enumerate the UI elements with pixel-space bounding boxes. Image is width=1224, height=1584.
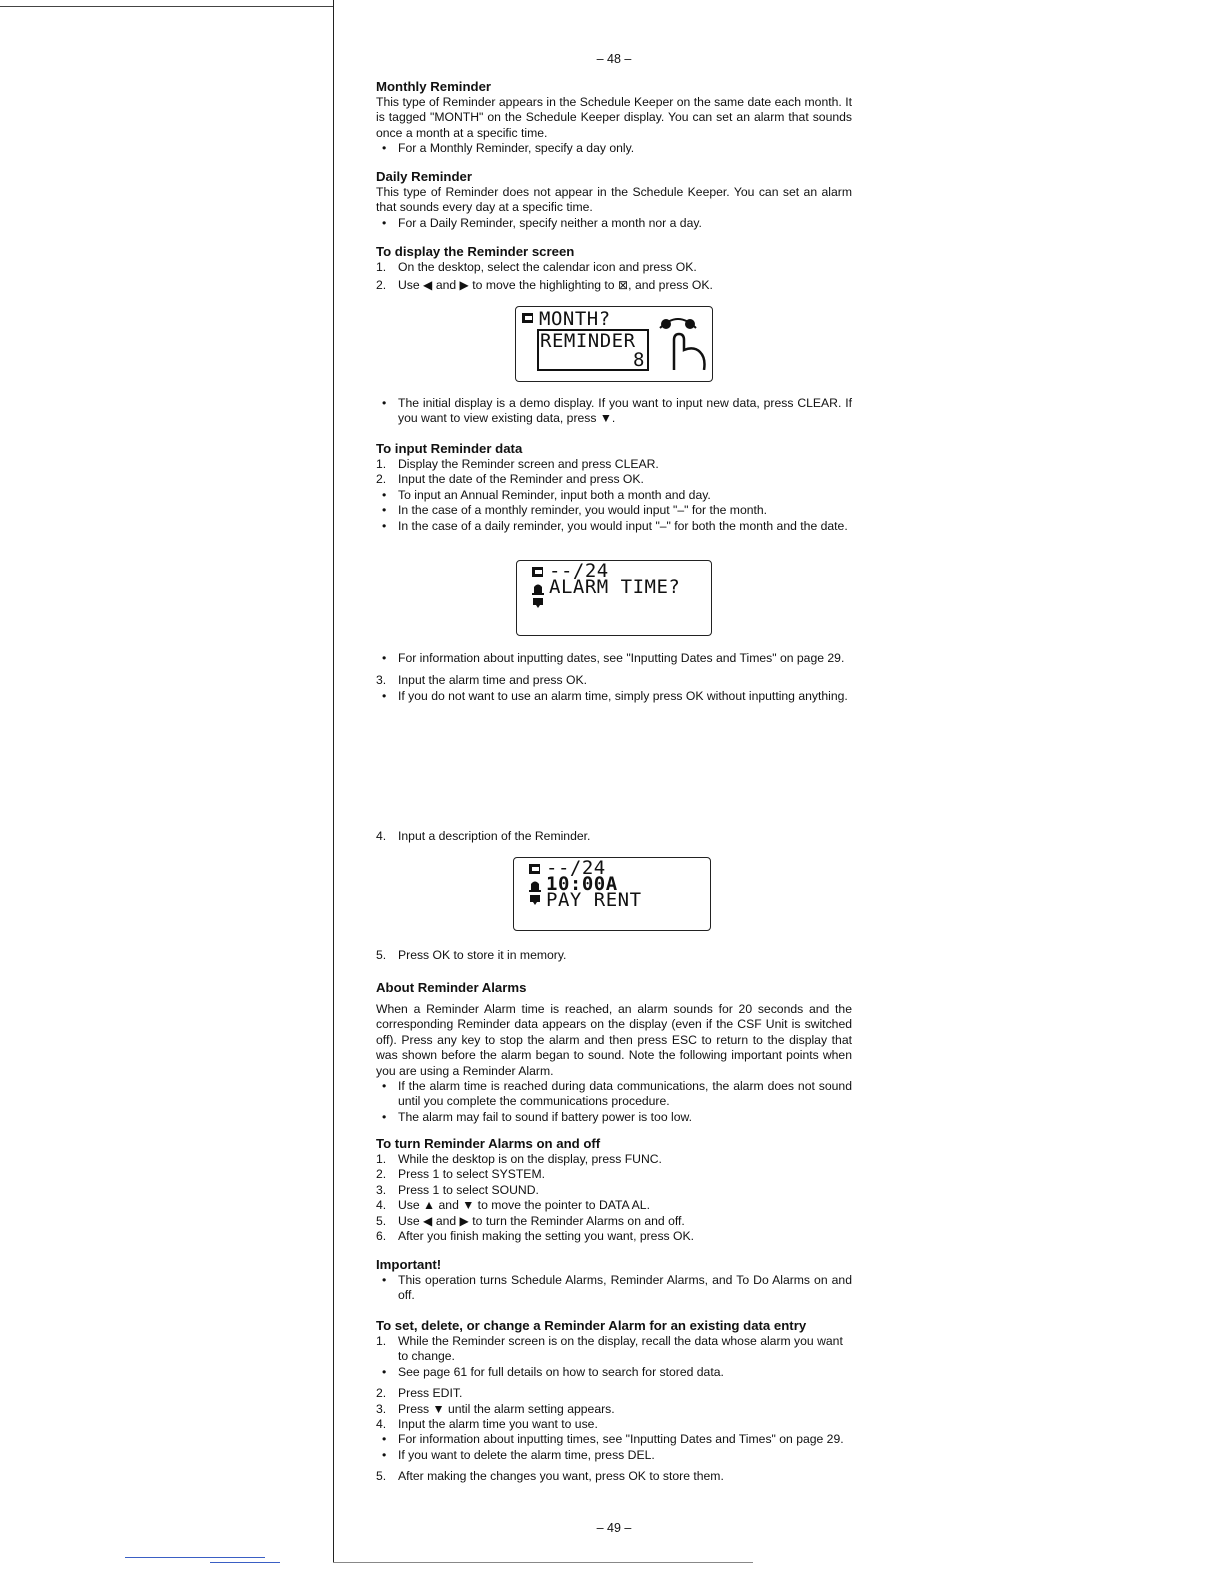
input-step-1: 1. Display the Reminder screen and press CLEAR. [376,457,659,471]
input-step-4-text: Input a description of the Reminder. [398,829,591,843]
daily-bullet: • For a Daily Reminder, specify neither a month nor a day. [376,216,852,231]
change-bullet-2: • For information about inputting times, see "Inputting Dates and Times" on page 29. [376,1432,852,1447]
bell-icon [528,878,542,892]
note-icon [529,894,541,906]
change-heading: To set, delete, or change a Reminder Alarm for an existing data entry [376,1318,807,1333]
input-notes [376,651,852,704]
lcd-reminder-screen [515,306,713,382]
change-section [376,1318,852,1485]
turn-step-1-text: While the desktop is on the display, press FUNC. [398,1152,662,1166]
input-step-4-block [376,829,852,844]
change-step-3-text: Press ▼ until the alarm setting appears. [398,1401,615,1416]
turn-section [376,1136,852,1244]
input-step-1-text: Display the Reminder screen and press CLEAR. [398,457,659,471]
reminder-icon [531,565,545,579]
monthly-bullet: • For a Monthly Reminder, specify a day only. [376,141,852,156]
monthly-heading: Monthly Reminder [376,79,492,94]
lcd-alarm-time-screen [516,560,712,636]
about-heading: About Reminder Alarms [376,980,527,995]
daily-heading: Daily Reminder [376,169,473,184]
about-section [376,980,852,1125]
lcd2-line-1: --/24 [549,560,609,582]
change-step-5-text: After making the changes you want, press OK to store them. [398,1469,724,1484]
change-step-5: 5. After making the changes you want, press OK to store them. [376,1469,724,1484]
turn-step-6-text: After you finish making the setting you want, press OK. [398,1229,695,1244]
change-bullet-1: • See page 61 for full details on how to search for stored data. [376,1365,852,1380]
turn-step-4: 4. Use ▲ and ▼ to move the pointer to DATA AL. [376,1198,650,1213]
display-heading: To display the Reminder screen [376,244,575,259]
page-number-bottom: – 49 – [596,1521,632,1535]
input-heading: To input Reminder data [376,441,523,456]
change-step-1: 1. While the Reminder screen is on the display, recall the data whose alarm you want to change. [376,1334,843,1364]
turn-step-4-text: Use ▲ and ▼ to move the pointer to DATA AL. [398,1198,650,1213]
turn-step-5-text: Use ◀ and ▶ to turn the Reminder Alarms on and off. [398,1213,685,1228]
input-bullet-1: • To input an Annual Reminder, input both a month and day. [376,488,852,503]
lcd1-line-2: REMINDER [540,330,636,352]
input-bullet-4: • For information about inputting dates, see "Inputting Dates and Times" on page 29. [376,651,852,666]
reminder-icon [528,862,542,876]
display-step-2: 2. Use ◀ and ▶ to move the highlighting to ⊠, and press OK. [376,278,713,293]
monthly-section [376,79,852,157]
display-step-1-text: On the desktop, select the calendar icon and press OK. [398,260,697,274]
turn-step-6: 6. After you finish making the setting you want, press OK. [376,1229,695,1244]
change-step-2-text: Press EDIT. [398,1386,463,1401]
input-bullet-3: • In the case of a daily reminder, you would input "–" for both the month and the date. [376,519,852,534]
binding-line [333,0,334,1562]
change-step-4-text: Input the alarm time you want to use. [398,1417,598,1432]
about-bullet-2: • The alarm may fail to sound if battery power is too low. [376,1110,852,1125]
display-section [376,244,852,294]
lcd-pay-rent-screen [513,857,711,931]
input-bullet-5: • If you do not want to use an alarm time, simply press OK without inputting anything. [376,689,852,704]
input-step-2: 2. Input the date of the Reminder and press OK. [376,472,644,487]
note-icon [532,597,544,609]
bottom-rule [333,1562,753,1563]
important-section [376,1257,852,1304]
input-section [376,441,852,534]
turn-step-3-text: Press 1 to select SOUND. [398,1182,539,1197]
input-step-3-text: Input the alarm time and press OK. [398,673,587,688]
display-step-2-text: Use ◀ and ▶ to move the highlighting to ⊠, and press OK. [398,278,713,293]
input-step-2-text: Input the date of the Reminder and press OK. [398,472,644,487]
change-step-3: 3. Press ▼ until the alarm setting appears. [376,1401,615,1416]
display-note [376,396,852,427]
input-step-3: 3. Input the alarm time and press OK. [376,673,587,688]
about-bullet-1: • If the alarm time is reached during data communications, the alarm does not sound until you complete the communications procedure. [376,1079,852,1110]
daily-para: This type of Reminder does not appear in the Schedule Keeper. You can set an alarm that sounds every day at a specific time. [376,185,852,215]
bell-icon [531,581,545,595]
page-number-top: – 48 – [596,52,632,66]
display-step-1: 1. On the desktop, select the calendar icon and press OK. [376,260,697,274]
lcd1-line-1: MONTH? [539,308,611,330]
input-step-5-text: Press OK to store it in memory. [398,948,567,962]
turn-step-3: 3. Press 1 to select SOUND. [376,1182,539,1197]
turn-step-1: 1. While the desktop is on the display, press FUNC. [376,1152,662,1166]
lcd3-line-3: PAY RENT [546,889,642,911]
about-para: When a Reminder Alarm time is reached, an alarm sounds for 20 seconds and the corresponding Reminder data appears on the display (even if the CSF Unit is switched off). Press any key to stop the alarm and then press ESC to return to the display that was shown before the alarm began to sound. Note the following important points when you are using a Reminder Alarm. [376,1002,852,1078]
top-rule [0,6,333,7]
lcd1-highlight-box [537,329,649,371]
reminder-icon [521,311,535,325]
turn-step-2-text: Press 1 to select SYSTEM. [398,1167,545,1182]
input-step-4: 4. Input a description of the Reminder. [376,829,591,843]
daily-section [376,169,852,231]
input-bullet-2: • In the case of a monthly reminder, you would input "–" for the month. [376,503,852,518]
lcd2-line-2: ALARM TIME? [549,576,681,598]
blue-rule-2 [210,1562,280,1563]
input-step-5-block [376,948,852,963]
blue-rule [125,1557,265,1558]
change-step-4: 4. Input the alarm time you want to use. [376,1417,598,1432]
display-bullet: • The initial display is a demo display. If you want to input new data, press CLEAR. If you want to view existing data, press ▼. [376,396,852,427]
lcd3-line-2: 10:00A [546,873,618,895]
monthly-para: This type of Reminder appears in the Schedule Keeper on the same date each month. It is tagged "MONTH" on the Schedule Keeper display. You can set an alarm that sounds once a month at a specific time. [376,95,852,140]
change-bullet-3: • If you want to delete the alarm time, press DEL. [376,1448,852,1463]
turn-step-2: 2. Press 1 to select SYSTEM. [376,1167,545,1182]
change-step-2: 2. Press EDIT. [376,1386,463,1401]
change-step-1-text: While the Reminder screen is on the display, recall the data whose alarm you want to change. [398,1334,843,1364]
lcd1-line-3: 8 [633,349,645,371]
important-heading: Important! [376,1257,442,1272]
turn-step-5: 5. Use ◀ and ▶ to turn the Reminder Alarms on and off. [376,1213,685,1228]
important-bullet: • This operation turns Schedule Alarms, Reminder Alarms, and To Do Alarms on and off. [376,1273,852,1304]
lcd3-line-1: --/24 [546,857,606,879]
alarm-hand-icon [654,312,708,370]
input-step-5: 5. Press OK to store it in memory. [376,948,567,962]
turn-heading: To turn Reminder Alarms on and off [376,1136,601,1151]
